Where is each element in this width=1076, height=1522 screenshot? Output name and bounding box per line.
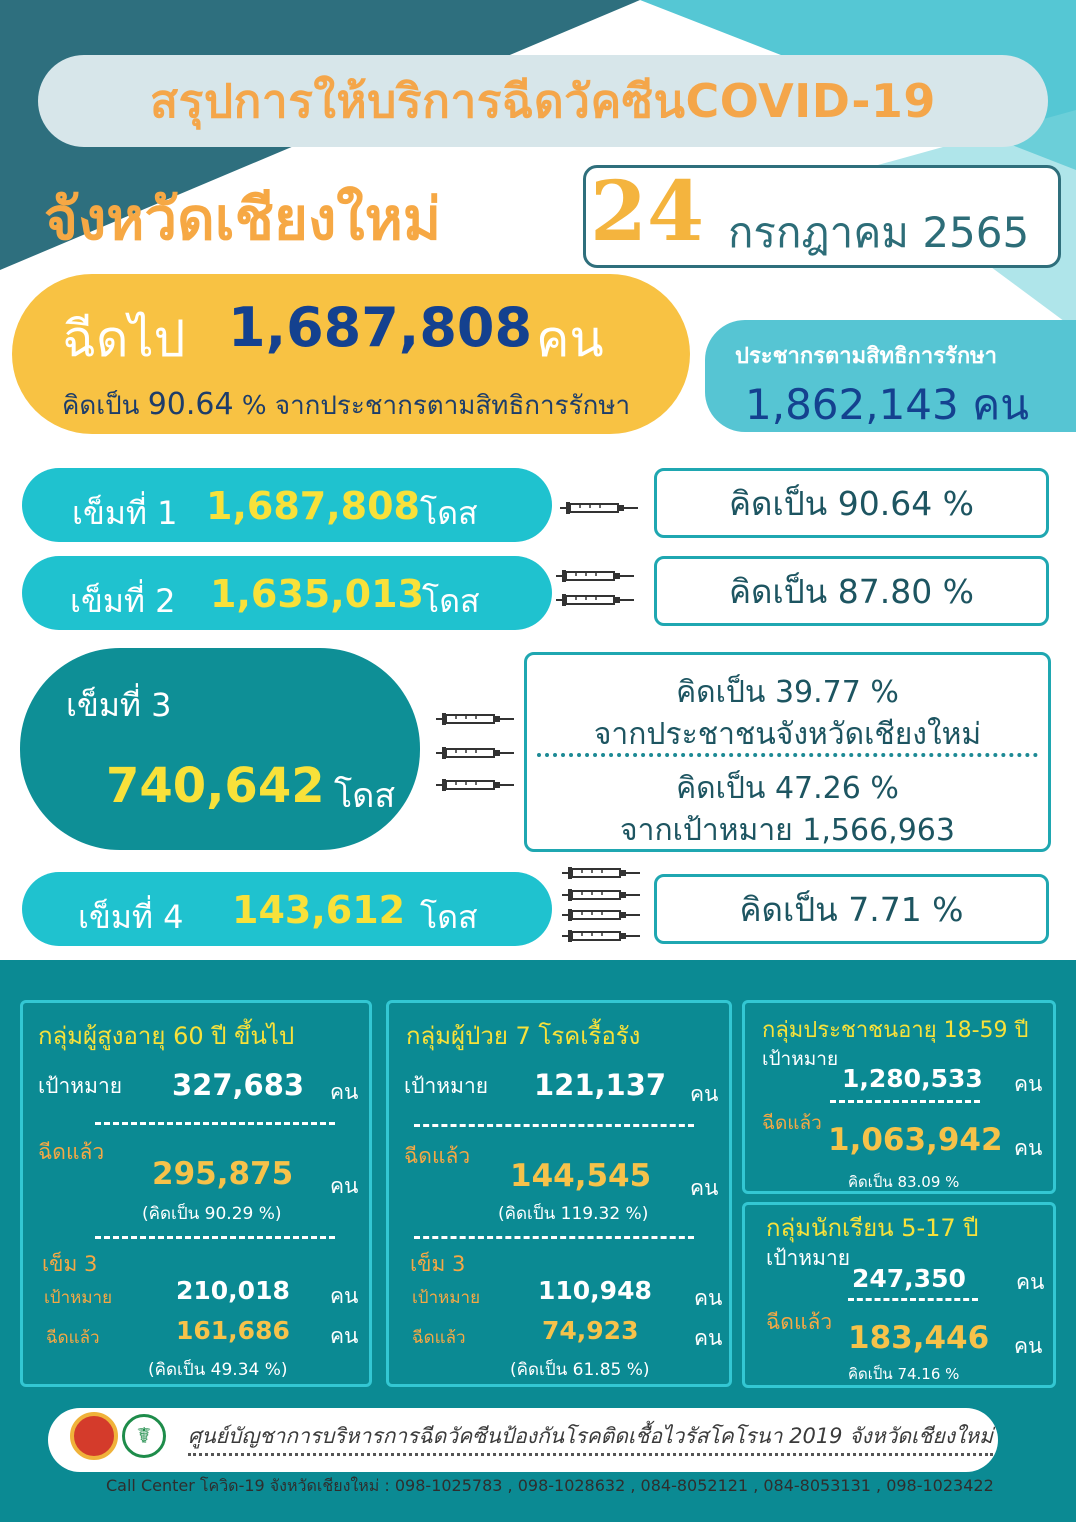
elderly-d3-target-label: เป้าหมาย <box>44 1288 113 1308</box>
elderly-target-label: เป้าหมาย <box>38 1074 123 1098</box>
chronic-target-unit: คน <box>690 1082 719 1106</box>
dose4-unit: โดส <box>420 898 478 936</box>
dose4-pct: คิดเป็น 7.71 % <box>739 889 964 929</box>
summary-sub-pct: 90.64 <box>147 387 234 422</box>
summary-subtext <box>62 385 630 426</box>
elderly-done-pct: (คิดเป็น 90.29 %) <box>142 1204 282 1224</box>
dose2-pct: คิดเป็น 87.80 % <box>728 571 975 611</box>
syringe-icon <box>560 500 640 518</box>
syringe-icon <box>436 745 516 763</box>
dose2-unit: โดส <box>422 582 480 620</box>
student-title: กลุ่มนักเรียน 5-17 ปี <box>766 1214 979 1242</box>
divider <box>188 1453 993 1456</box>
student-done-pct: คิดเป็น 74.16 % <box>848 1365 960 1383</box>
population-value: 1,862,143 คน <box>745 380 1029 429</box>
province-seal-logo <box>70 1412 118 1460</box>
chronic-target: 121,137 <box>534 1068 667 1102</box>
chronic-d3-pct: (คิดเป็น 61.85 %) <box>510 1360 650 1380</box>
chronic-target-label: เป้าหมาย <box>404 1074 489 1098</box>
dose3-pct2: คิดเป็น 47.26 % <box>676 771 899 806</box>
elderly-d3-done-unit: คน <box>330 1324 359 1348</box>
syringe-icon <box>556 592 636 610</box>
dose1-unit: โดส <box>420 494 478 532</box>
adult-done-label: ฉีดแล้ว <box>762 1112 822 1134</box>
syringe-icon <box>562 887 642 905</box>
elderly-d3-target-unit: คน <box>330 1284 359 1308</box>
dose2-pct-box <box>654 556 1049 626</box>
dose3-note2: จากเป้าหมาย 1,566,963 <box>620 813 955 848</box>
province-name: จังหวัดเชียงใหม่ <box>44 185 442 253</box>
elderly-d3-pct: (คิดเป็น 49.34 %) <box>148 1360 288 1380</box>
dose3-unit: โดส <box>334 776 396 816</box>
adult-target-label: เป้าหมาย <box>762 1048 839 1070</box>
date-day: 24 <box>590 164 705 260</box>
footer-org: ศูนย์บัญชาการบริหารการฉีดวัคซีนป้องกันโรคติดเชื้อไวรัสโคโรนา 2019 จังหวัดเชียงใหม่ <box>188 1424 993 1448</box>
elderly-done-label: ฉีดแล้ว <box>38 1140 105 1164</box>
dose4-value: 143,612 <box>232 888 406 932</box>
divider <box>414 1124 694 1127</box>
dose4-pct-box <box>654 874 1049 944</box>
date-month-year: กรกฎาคม 2565 <box>728 208 1030 257</box>
student-target-unit: คน <box>1016 1270 1045 1294</box>
dose4-label: เข็มที่ 4 <box>78 898 184 936</box>
chronic-done: 144,545 <box>510 1158 652 1194</box>
student-target-label: เป้าหมาย <box>766 1246 851 1270</box>
syringe-icon <box>436 777 516 795</box>
divider <box>830 1100 980 1103</box>
chronic-title: กลุ่มผู้ป่วย 7 โรคเรื้อรัง <box>406 1022 641 1050</box>
elderly-d3-target: 210,018 <box>176 1276 290 1305</box>
dose3-pct1: คิดเป็น 39.77 % <box>676 675 899 710</box>
summary-total: 1,687,808 <box>228 296 533 359</box>
divider <box>414 1236 694 1239</box>
summary-sub-suffix: % จากประชากรตามสิทธิการรักษา <box>241 391 631 421</box>
elderly-d3-label: เข็ม 3 <box>42 1252 98 1276</box>
dose2-value: 1,635,013 <box>210 572 424 616</box>
adult-title: กลุ่มประชาชนอายุ 18-59 ปี <box>762 1018 1029 1043</box>
dose3-pct-box <box>524 652 1051 852</box>
adult-done: 1,063,942 <box>828 1122 1003 1158</box>
chronic-d3-done-unit: คน <box>694 1326 723 1350</box>
student-done-label: ฉีดแล้ว <box>766 1310 833 1334</box>
student-done: 183,446 <box>848 1320 990 1356</box>
adult-done-pct: คิดเป็น 83.09 % <box>848 1173 960 1191</box>
chronic-d3-target-unit: คน <box>694 1286 723 1310</box>
syringe-icon <box>562 928 642 946</box>
student-done-unit: คน <box>1014 1334 1043 1358</box>
dose1-value: 1,687,808 <box>206 484 420 528</box>
summary-sub-prefix: คิดเป็น <box>62 391 140 421</box>
summary-label: ฉีดไป <box>62 310 186 368</box>
chronic-d3-target: 110,948 <box>538 1276 652 1305</box>
elderly-done-unit: คน <box>330 1174 359 1198</box>
divider <box>95 1236 335 1239</box>
dose1-label: เข็มที่ 1 <box>72 494 178 532</box>
dose3-value: 740,642 <box>106 758 325 814</box>
chronic-d3-done-label: ฉีดแล้ว <box>412 1328 466 1348</box>
dose1-pct-box <box>654 468 1049 538</box>
divider <box>537 753 1038 757</box>
student-target: 247,350 <box>852 1264 966 1293</box>
syringe-icon <box>556 568 636 586</box>
elderly-target-unit: คน <box>330 1080 359 1104</box>
elderly-title: กลุ่มผู้สูงอายุ 60 ปี ขึ้นไป <box>38 1022 295 1050</box>
adult-done-unit: คน <box>1014 1136 1043 1160</box>
chronic-d3-label: เข็ม 3 <box>410 1252 466 1276</box>
dose1-pct: คิดเป็น 90.64 % <box>728 483 975 523</box>
page-title: สรุปการให้บริการฉีดวัคซีนCOVID-19 <box>150 73 936 128</box>
syringe-icon <box>562 907 642 925</box>
elderly-target: 327,683 <box>172 1068 305 1102</box>
divider <box>848 1298 978 1301</box>
divider <box>95 1122 335 1125</box>
chronic-done-unit: คน <box>690 1176 719 1200</box>
dose3-note1: จากประชาชนจังหวัดเชียงใหม่ <box>593 717 982 752</box>
chronic-d3-done: 74,923 <box>542 1316 639 1345</box>
chronic-done-pct: (คิดเป็น 119.32 %) <box>498 1204 649 1224</box>
chronic-d3-target-label: เป้าหมาย <box>412 1288 481 1308</box>
elderly-done: 295,875 <box>152 1156 294 1192</box>
ministry-health-logo: ☤ <box>122 1414 166 1458</box>
syringe-icon <box>436 711 516 729</box>
adult-target: 1,280,533 <box>842 1064 983 1093</box>
title-banner <box>38 55 1048 147</box>
summary-unit: คน <box>536 310 604 368</box>
call-center: Call Center โควิด-19 จังหวัดเชียงใหม่ : 098-1025783 , 098-1028632 , 084-8052121 , 084-8053131 , 098-1023422 <box>106 1476 994 1495</box>
syringe-icon <box>562 865 642 883</box>
elderly-d3-done: 161,686 <box>176 1316 290 1345</box>
dose3-label: เข็มที่ 3 <box>66 686 172 724</box>
adult-target-unit: คน <box>1014 1072 1043 1096</box>
elderly-d3-done-label: ฉีดแล้ว <box>46 1328 100 1348</box>
chronic-done-label: ฉีดแล้ว <box>404 1144 471 1168</box>
dose2-label: เข็มที่ 2 <box>70 582 176 620</box>
population-label: ประชากรตามสิทธิการรักษา <box>735 344 998 369</box>
